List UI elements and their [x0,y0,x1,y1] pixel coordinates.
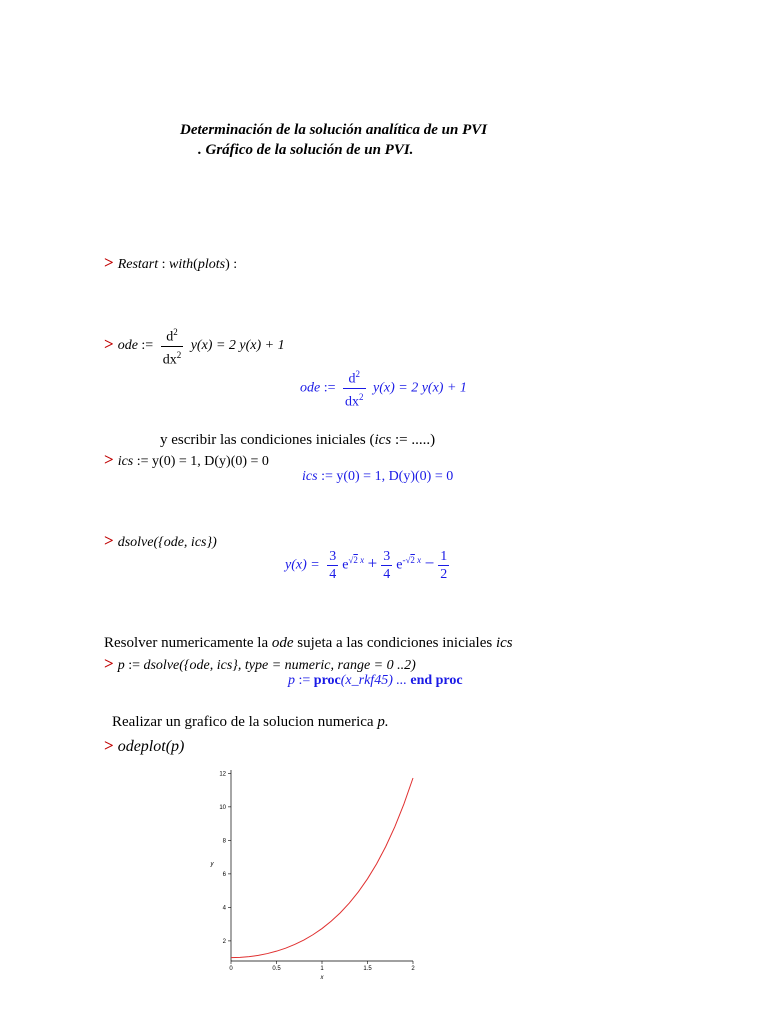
exp2-x: x [414,555,422,566]
note-numeric-text-b: sujeta a las condiciones iniciales [293,635,496,651]
ics-var: ics [117,454,134,469]
note-ics-text: y escribir las condiciones iniciales ( [160,432,375,448]
end-proc-keyword: end proc [410,673,463,688]
input-line-numeric[interactable] [104,654,416,674]
output-solution [285,548,453,583]
minus-op: − [424,553,435,573]
plot-axes [231,770,413,961]
x-tick-label: 0 [229,966,233,972]
x-tick-label: 2 [411,966,415,972]
terminator: : [229,257,238,272]
deriv-den: dx [345,394,360,410]
sqrt-1: √2 [348,555,358,566]
plot-ticks [219,771,415,972]
prompt-symbol: > [104,531,114,550]
x-tick-label: 1 [320,966,324,972]
assign-op: := [295,673,314,688]
input-line-restart[interactable]: > Restart : with(plots) : [104,253,238,272]
ics-rhs: := y(0) = 1, D(y)(0) = 0 [133,454,269,469]
sqrt2-arg: 2 [410,555,415,566]
exp-base-2: e [396,557,403,573]
prompt-symbol: > [104,253,114,272]
derivative-fraction [343,366,366,410]
assign-op: := [137,338,157,354]
proc-arg: (x_rkf45) [340,673,393,688]
x-axis-label: x [320,975,324,981]
note-plot [112,714,389,731]
solution-curve [231,778,413,958]
page-title: Determinación de la solución analítica de un PVI [180,122,488,138]
y-axis-label: y [210,861,214,868]
y-tick-label: 10 [219,804,226,811]
with-cmd: with [169,257,194,272]
deriv-num-exp: 2 [173,327,178,337]
y-tick-label: 4 [222,905,226,912]
coef1-num: 3 [329,549,337,564]
input-line-ode[interactable] [104,324,285,368]
output-ics [302,469,453,485]
deriv-den-exp: 2 [359,391,364,402]
y-tick-label: 12 [219,771,226,778]
note-ics [160,432,435,449]
restart-cmd: Restart [117,257,159,272]
prompt-symbol: > [104,450,114,469]
proc-dots: ... [392,673,411,688]
assign-op: := [320,380,340,396]
deriv-num: d [166,329,174,345]
ics-var: ics [302,469,318,484]
dsolve-fn: dsolve [117,535,154,550]
odeplot-fn: odeplot [117,738,166,755]
coef-frac-2 [381,548,392,583]
y-tick-label: 2 [222,938,226,945]
exp2-sign: - [402,555,406,566]
deriv-num-exp: 2 [355,369,361,379]
input-line-odeplot[interactable] [104,736,184,756]
prompt-symbol: > [104,654,114,673]
assign-op: := [124,658,144,673]
x-tick-label: 0.5 [272,966,281,972]
output-proc [288,673,463,689]
deriv-num: d [348,371,356,387]
ics-rhs: := y(0) = 1, D(y)(0) = 0 [317,469,454,484]
exp1-x: x [357,555,365,566]
dsolve-args: ({ode, ics}) [153,535,217,550]
coef-frac-3 [438,548,449,583]
ode-var: ode [117,338,138,354]
input-line-ics[interactable] [104,450,269,470]
coef2-den: 4 [383,567,391,582]
separator: : [158,257,170,272]
coef2-num: 3 [383,549,391,564]
odeplot-arg: (p) [165,738,185,755]
coef1-den: 4 [329,567,337,582]
odeplot-chart [200,760,430,985]
note-ics-end: := .....) [391,432,436,448]
derivative-fraction [161,324,184,368]
x-tick-label: 1.5 [363,966,372,972]
prompt-symbol: > [104,736,114,755]
coef3-num: 1 [440,549,448,564]
note-plot-var: p. [377,714,389,730]
p-var: p [117,658,125,673]
solution-lhs: y(x) = [285,557,324,573]
note-numeric-var: ode [271,635,294,651]
proc-keyword: proc [313,673,341,688]
note-numeric-var2: ics [495,635,513,651]
prompt-symbol: > [104,334,114,354]
with-arg: plots [197,257,226,272]
p-var: p [288,673,295,688]
plus-op: + [367,553,378,573]
ode-rhs: y(x) = 2 y(x) + 1 [369,380,467,396]
deriv-den-exp: 2 [176,349,182,360]
ode-rhs: y(x) = 2 y(x) + 1 [187,338,285,354]
y-tick-label: 8 [222,838,226,845]
input-line-dsolve[interactable] [104,531,217,551]
dsolve-fn: dsolve [143,658,180,673]
ode-var: ode [300,380,321,396]
note-numeric [104,635,513,652]
output-ode [300,366,467,410]
sqrt-2: √2 [405,555,415,566]
sqrt1-arg: 2 [353,555,358,566]
exp-base-1: e [342,557,349,573]
page-subtitle: . Gráfico de la solución de un PVI. [198,142,414,158]
note-ics-var: ics [374,432,392,448]
coef-frac-1 [327,548,338,583]
note-numeric-text-a: Resolver numericamente la [104,635,272,651]
dsolve-args: ({ode, ics}, type = numeric, range = 0 ..2) [179,658,416,673]
y-tick-label: 6 [222,871,226,878]
coef3-den: 2 [440,567,448,582]
deriv-den: dx [162,352,177,368]
note-plot-text: Realizar un grafico de la solucion numerica [112,714,378,730]
